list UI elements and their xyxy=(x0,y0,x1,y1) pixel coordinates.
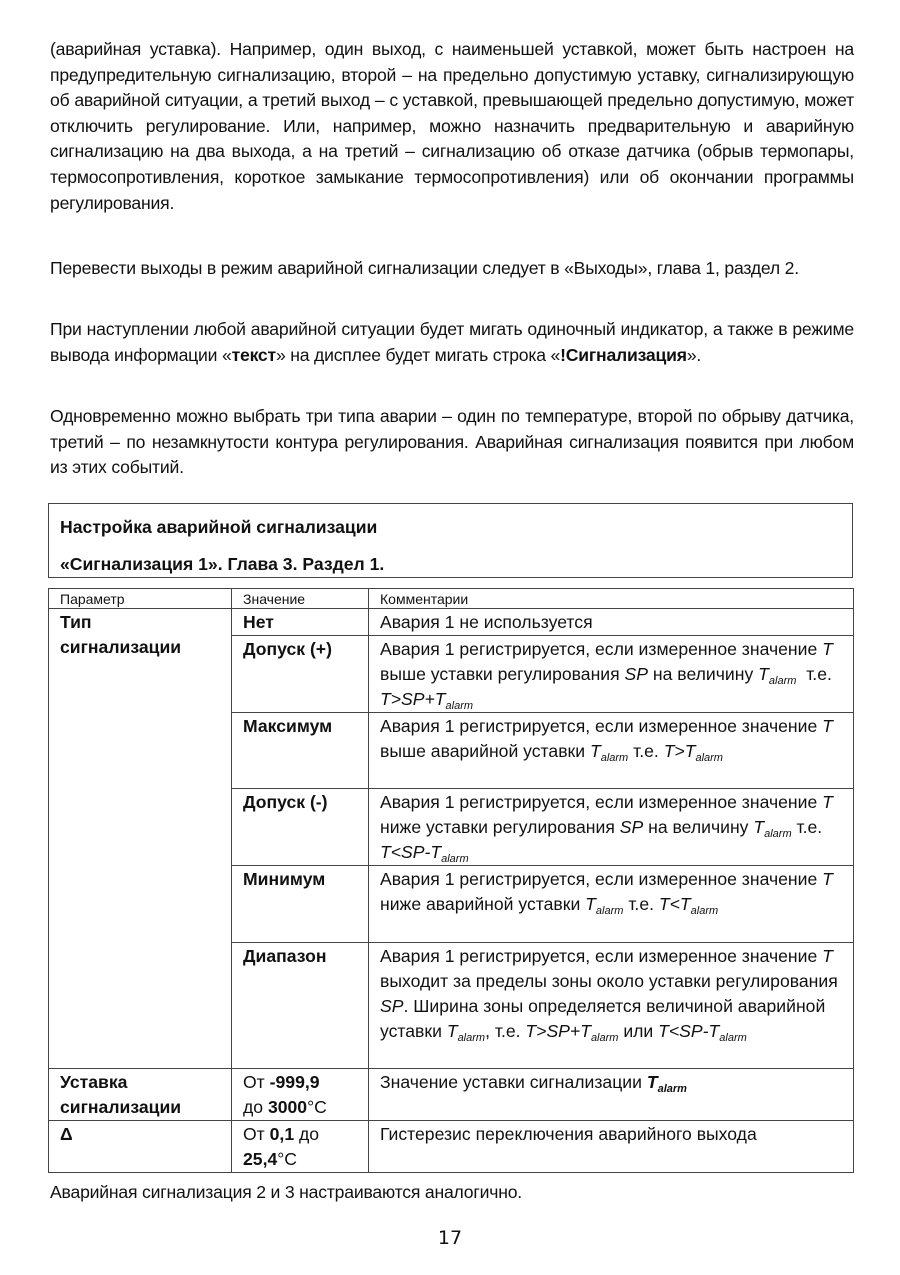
var-t: T xyxy=(753,817,765,837)
comment-range xyxy=(369,943,854,1069)
var-t: T xyxy=(585,894,596,914)
text: до xyxy=(243,1097,268,1117)
paragraph-outputs-example: (аварийная уставка). Например, один выход, с наименьшей уставкой, может быть настроен на предупредительную сигнализацию, второй – на предельно допустимую уставку, сигнализирующую об аварийной ситуации, а третий выход – с уставкой, превышающей предельно допустимую, может отключить регулирование. Или, например, можно назначить предварительную и аварийную сигнализацию на два выхода, а на третий – сигнализацию об отказе датчика (обрыв термопары, термосопротивления, короткое замыкание термосопротивления) или об окончании программы регулирования. xyxy=(50,39,854,213)
text: выше уставки регулирования xyxy=(380,664,625,684)
var-t: T xyxy=(822,716,833,736)
comment-tolerance-plus xyxy=(369,636,854,713)
value-tolerance-plus: Допуск (+) xyxy=(232,636,369,713)
min-value: -999,9 xyxy=(269,1072,320,1092)
sub-alarm: alarm xyxy=(457,1032,486,1044)
page-number: 17 xyxy=(437,1227,463,1249)
param-alarm-type xyxy=(49,609,232,1069)
value-setpoint-range xyxy=(232,1069,369,1121)
text: От xyxy=(243,1124,270,1144)
header-parameter: Параметр xyxy=(49,589,232,609)
var-t: T xyxy=(822,869,833,889)
comment-hysteresis: Гистерезис переключения аварийного выхода xyxy=(369,1121,854,1173)
text: При наступлении любой аварийной ситуации будет мигать одиночный индикатор, а также в режиме вывода информации « xyxy=(50,319,854,365)
sub-alarm: alarm xyxy=(690,905,719,917)
comment-maximum xyxy=(369,713,854,789)
formula: T>SP+T xyxy=(525,1021,591,1041)
sub-alarm: alarm xyxy=(657,1083,687,1095)
formula: T<SP-T xyxy=(658,1021,720,1041)
text: до xyxy=(294,1124,320,1144)
table-row xyxy=(49,1121,854,1173)
var-sp: SP xyxy=(380,996,404,1016)
text: на величину xyxy=(648,664,759,684)
value-hysteresis-range xyxy=(232,1121,369,1173)
var-t: T xyxy=(589,741,601,761)
text: сигнализации xyxy=(60,1097,182,1117)
var-t: T xyxy=(646,1072,658,1092)
table-header-row xyxy=(49,589,854,609)
sub-alarm: alarm xyxy=(719,1032,747,1044)
text: . Ширина зоны определяется величиной аварийной уставки xyxy=(380,996,826,1041)
text: т.е. xyxy=(628,741,664,761)
text: выходит за пределы зоны около уставки регулирования xyxy=(380,971,838,991)
text: ниже уставки регулирования xyxy=(380,817,620,837)
var-t: T xyxy=(822,946,833,966)
comment-none: Авария 1 не используется xyxy=(369,609,854,636)
text: на величину xyxy=(643,817,754,837)
text: Уставка xyxy=(60,1072,128,1092)
section-subtitle: «Сигнализация 1». Глава 3. Раздел 1. xyxy=(60,554,385,574)
param-setpoint xyxy=(49,1069,232,1121)
formula: T<T xyxy=(658,894,691,914)
text: Значение уставки сигнализации xyxy=(380,1072,647,1092)
text: т.е. xyxy=(791,817,823,837)
sub-alarm: alarm xyxy=(764,828,792,840)
var-t: T xyxy=(446,1021,458,1041)
text: , т.е. xyxy=(485,1021,526,1041)
var-t: T xyxy=(822,639,833,659)
text: От xyxy=(243,1072,270,1092)
sub-alarm: alarm xyxy=(595,905,624,917)
var-t: T xyxy=(822,792,833,812)
text: сигнализации xyxy=(60,637,182,657)
comment-setpoint xyxy=(369,1069,854,1121)
text: Авария 1 регистрируется, если измеренное значение xyxy=(380,639,823,659)
formula: T>T xyxy=(663,741,696,761)
unit: °С xyxy=(277,1149,297,1169)
comment-minimum xyxy=(369,866,854,943)
text: Авария 1 регистрируется, если измеренное значение xyxy=(380,716,823,736)
section-header-box xyxy=(48,503,853,578)
bold-text: текст xyxy=(231,344,276,365)
formula: T>SP+T xyxy=(380,689,446,709)
text: или xyxy=(618,1021,659,1041)
text: выше аварийной уставки xyxy=(380,741,590,761)
sub-alarm: alarm xyxy=(768,675,797,687)
max-value: 3000 xyxy=(267,1097,308,1117)
var-sp: SP xyxy=(624,664,649,684)
bold-text: !Сигнализация xyxy=(560,344,687,365)
param-hysteresis: Δ xyxy=(49,1121,232,1173)
max-value: 25,4 xyxy=(243,1149,278,1169)
footer-note: Аварийная сигнализация 2 и 3 настраиваются аналогично. xyxy=(50,1182,522,1202)
header-value: Значение xyxy=(232,589,369,609)
table-row xyxy=(49,1069,854,1121)
paragraph-alarm-indicator xyxy=(50,317,854,368)
sub-alarm: alarm xyxy=(695,752,723,764)
header-comments: Комментарии xyxy=(369,589,854,609)
sub-alarm: alarm xyxy=(600,752,629,764)
unit: °С xyxy=(307,1097,327,1117)
text: » на дисплее будет мигать строка « xyxy=(275,344,561,365)
alarm-settings-table xyxy=(48,588,854,1173)
text: Авария 1 регистрируется, если измеренное значение xyxy=(380,869,823,889)
paragraph-outputs-mode: Перевести выходы в режим аварийной сигнализации следует в «Выходы», глава 1, раздел 2. xyxy=(50,258,799,278)
text: Тип xyxy=(60,612,92,632)
sub-alarm: alarm xyxy=(445,700,474,712)
formula: T<SP-T xyxy=(380,842,442,862)
value-none: Нет xyxy=(232,609,369,636)
table-row xyxy=(49,609,854,636)
value-tolerance-minus: Допуск (-) xyxy=(232,789,369,866)
min-value: 0,1 xyxy=(269,1124,295,1144)
var-sp: SP xyxy=(619,817,644,837)
text: т.е. xyxy=(801,664,832,684)
comment-tolerance-minus xyxy=(369,789,854,866)
text: т.е. xyxy=(623,894,659,914)
sub-alarm: alarm xyxy=(590,1032,619,1044)
value-range: Диапазон xyxy=(232,943,369,1069)
text: Авария 1 регистрируется, если измеренное значение xyxy=(380,792,823,812)
sub-alarm: alarm xyxy=(441,853,469,865)
text: ». xyxy=(686,344,702,365)
text: ниже аварийной уставки xyxy=(380,894,586,914)
section-title: Настройка аварийной сигнализации xyxy=(60,517,378,537)
paragraph-alarm-types: Одновременно можно выбрать три типа аварии – один по температуре, второй по обрыву датчика, третий – по незамкнутости контура регулирования. Аварийная сигнализация появится при любом из этих событий. xyxy=(50,406,854,478)
var-t: T xyxy=(758,664,769,684)
value-maximum: Максимум xyxy=(232,713,369,789)
value-minimum: Минимум xyxy=(232,866,369,943)
text: Авария 1 регистрируется, если измеренное значение xyxy=(380,946,823,966)
